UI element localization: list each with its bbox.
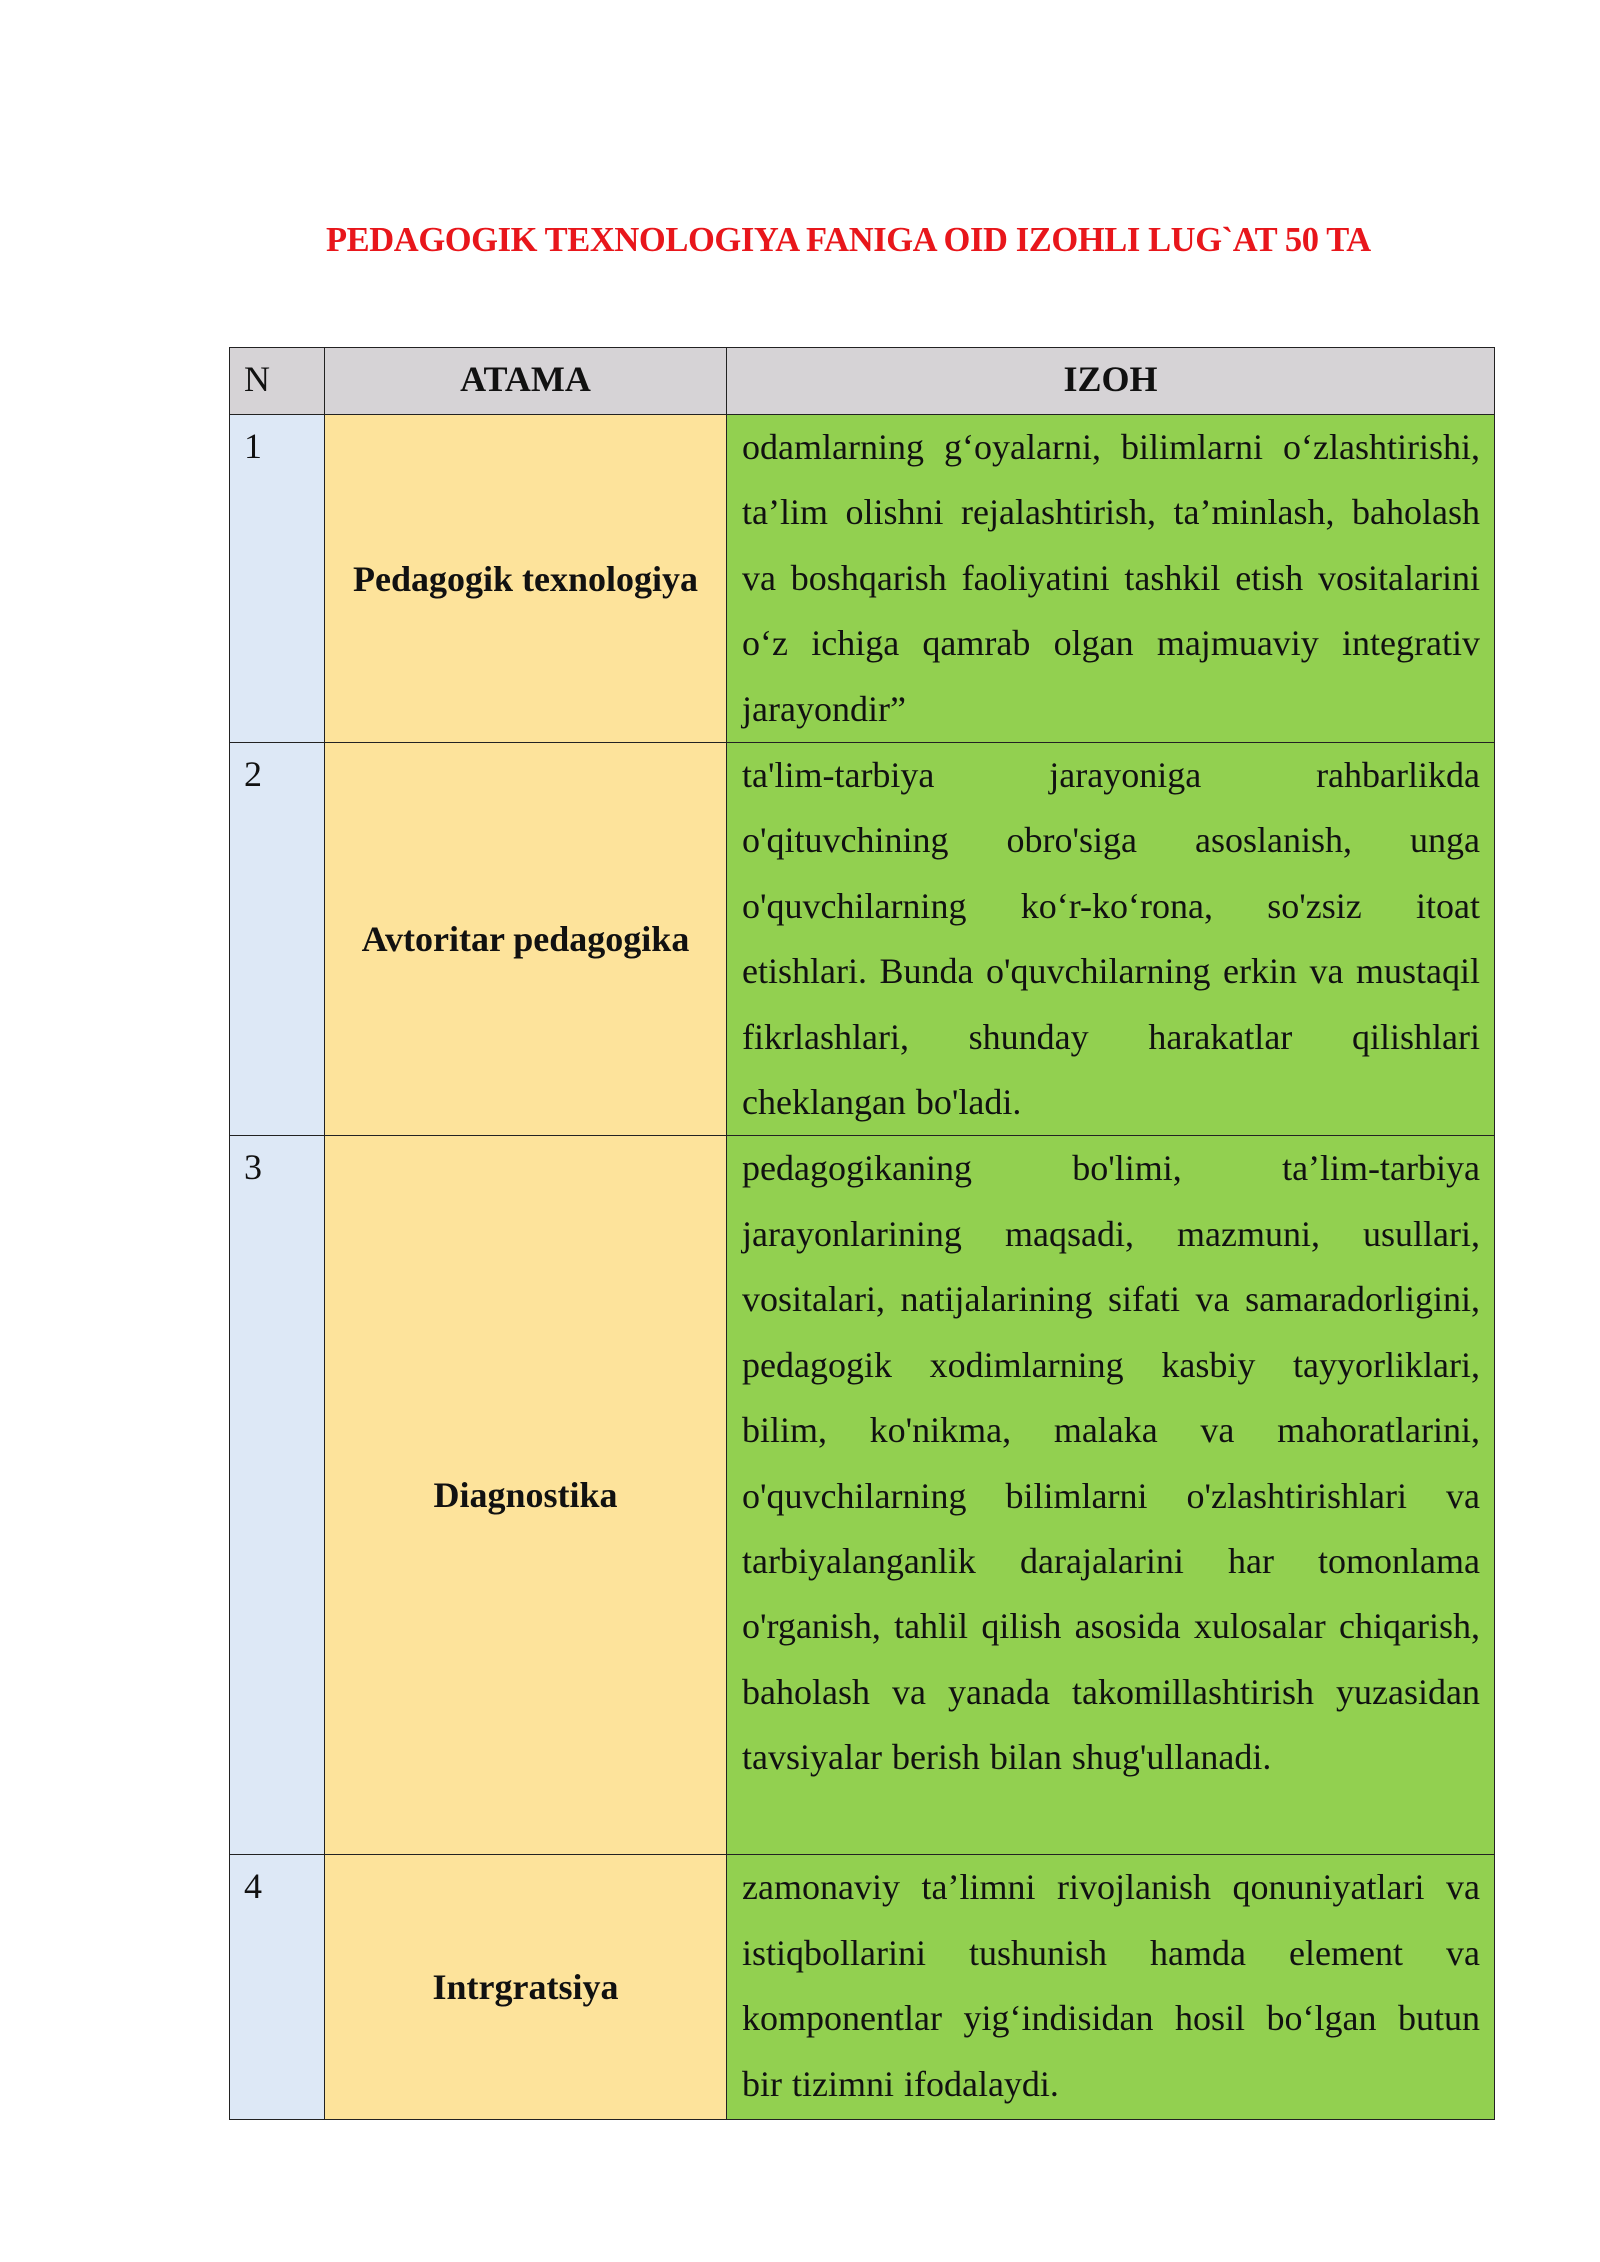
term-label: Intrgratsiya (432, 1967, 619, 2008)
row-number-cell (230, 743, 325, 1136)
table-row (230, 743, 1495, 1136)
description-cell (727, 743, 1495, 1136)
row-number-cell (230, 1855, 325, 2120)
table-row (230, 1136, 1495, 1855)
page-title: PEDAGOGIK TEXNOLOGIYA FANIGA OID IZOHLI LUG`AT 50 TA (326, 221, 1371, 259)
term-label: Diagnostika (433, 1475, 618, 1516)
term-cell (325, 1136, 727, 1855)
table-row (230, 1855, 1495, 2120)
row-number: 3 (244, 1147, 262, 1188)
header-description-label: IZOH (1063, 359, 1158, 399)
header-description (727, 348, 1495, 415)
row-number-cell (230, 415, 325, 743)
header-number-label: N (244, 359, 270, 399)
term-cell (325, 415, 727, 743)
row-number-cell (230, 1136, 325, 1855)
row-number: 4 (244, 1866, 262, 1907)
description-cell (727, 1136, 1495, 1855)
row-number: 1 (244, 426, 262, 466)
description-text: odamlarning g‘oyalarni, bilimlarni o‘zlashtirishi, ta’lim olishni rejalashtirish, ta’minlash, baholash va boshqarish faoliyatini tashkil etish vositalarini o‘z ichiga qamrab olgan majmuaviy integrativ jarayondir” (742, 427, 1480, 729)
term-cell (325, 1855, 727, 2120)
term-label: Pedagogik texnologiya (352, 558, 698, 599)
row-number: 2 (244, 754, 262, 795)
term-label: Avtoritar pedagogika (361, 919, 690, 960)
table-header-row (230, 348, 1495, 415)
header-number (230, 348, 325, 415)
header-term (325, 348, 727, 415)
header-term-label: ATAMA (460, 359, 591, 399)
description-text: zamonaviy ta’limni rivojlanish qonuniyatlari va istiqbollarini tushunish hamda element va komponentlar yig‘indisidan hosil bo‘lgan butun bir tizimni ifodalaydi. (742, 1867, 1480, 2104)
glossary-table (229, 347, 1495, 2120)
description-text: pedagogikaning bo'limi, ta’lim-tarbiya jarayonlarining maqsadi, mazmuni, usullari, vositalari, natijalarining sifati va samaradorligini, pedagogik xodimlarning kasbiy tayyorliklari, bilim, ko'nikma, malaka va mahoratlarini, o'quvchilarning bilimlarni o'zlashtirishlari va tarbiyalanganlik darajalarini har tomonlama o'rganish, tahlil qilish asosida xulosalar chiqarish, baholash va yanada takomillashtirish yuzasidan tavsiyalar berish bilan shug'ullanadi. (742, 1148, 1480, 1778)
description-cell (727, 1855, 1495, 2120)
term-cell (325, 743, 727, 1136)
table-row (230, 415, 1495, 743)
description-cell (727, 415, 1495, 743)
description-text: ta'lim-tarbiya jarayoniga rahbarlikda o'qituvchining obro'siga asoslanish, unga o'quvchilarning ko‘r-ko‘rona, so'zsiz itoat etishlari. Bunda o'quvchilarning erkin va mustaqil fikrlashlari, shunday harakatlar qilishlari cheklangan bo'ladi. (742, 755, 1480, 1123)
